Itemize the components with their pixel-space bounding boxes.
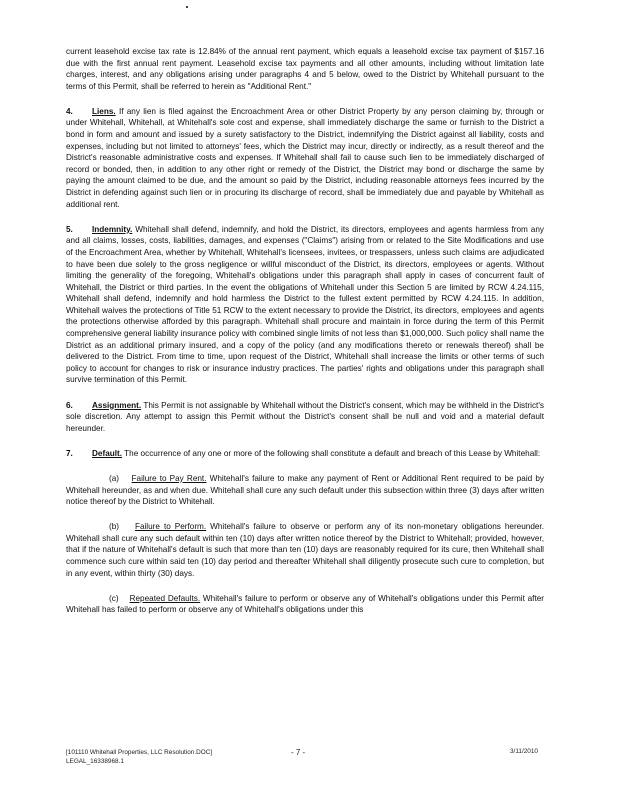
footer-filename: [101110 Whitehall Properties, LLC Resolution.DOC] xyxy=(66,749,213,756)
rent-paragraph: current leasehold excise tax rate is 12.84% of the annual rent payment, which equals a leasehold excise tax payment of $157.16 due with the first annual rent payment. Leasehold excise tax payments and all other amounts, including without limitation late charges, interest, and any obligations arising under paragraphs 4 and 5 below, owed to the District by Whitehall pursuant to the terms of this Permit, shall be referred to herein as "Additional Rent." xyxy=(66,47,544,91)
section-6-assignment xyxy=(66,400,544,435)
subsection-title: Repeated Defaults. xyxy=(129,593,201,603)
section-text: This Permit is not assignable by Whitehall without the District's consent, which may be withheld in the District's sole discretion. Any attempt to assign this Permit without the District's consent shall be null and void and a material default hereunder. xyxy=(66,400,544,433)
subsection-title: Failure to Perform. xyxy=(134,522,207,532)
section-text: If any lien is filed against the Encroachment Area or other District Property by any person claiming by, through or under Whitehall, Whitehall, at Whitehall's sole cost and expense, shall immediately discharge the same or furnish to the District a bond in form and amount and issued by a surety satisfactory to the District, indemnifying the District against all liability, costs and expenses, including but not limited to attorneys' fees, which the District may incur, directly or indirectly, as a result thereof and the District's reasonable administrative costs and expenses. If Whitehall shall fail to cause such lien to be immediately discharged of record or bonded, then, in addition to any other right or remedy of the District, the District may bond or discharge the same by paying the amount claimed to be due, and the amount so paid by the District, including reasonable attorneys fees incurred by the District in defending against such lien or in procuring its discharge of record, shall be immediately due and payable by Whitehall as additional rent. xyxy=(66,106,544,209)
subsection-label: (c) xyxy=(109,593,119,603)
section-title: Indemnity. xyxy=(92,224,133,234)
subsection-text: Whitehall's failure to perform or observe any of Whitehall's obligations under this Permit after Whitehall has failed to perform or observe any of Whitehall's obligations under this xyxy=(66,593,545,615)
footer-date: 3/11/2010 xyxy=(510,748,538,755)
page-number: - 7 - xyxy=(291,748,306,757)
scan-mark xyxy=(186,6,188,8)
subsection-label: (b) xyxy=(109,522,120,532)
section-4-liens xyxy=(66,106,544,210)
footer-document-id xyxy=(66,748,212,766)
section-number: 6. xyxy=(66,400,73,410)
section-text: Whitehall shall defend, indemnify, and hold the District, its directors, employees and agents harmless from any and all claims, losses, costs, liabilities, damages, and expenses ("Claims") arising from or related to the Site Modifications and use of the Encroachment Area, whether by Whitehall, Whitehall's licensees, invitees, or trespassers, unless such claims are adjudicated to have been due solely to the gross negligence or willful misconduct of the District, its directors, employees or agents. Without limiting the generality of the foregoing, Whitehall's obligations under this paragraph shall apply in cases of concurrent fault of Whitehall, the District or third parties. In the event the obligations of Whitehall under this Section 5 are limited by RCW 4.24.115, Whitehall shall defend, indemnify and hold harmless the District to the fullest extent permitted by RCW 4.24.115. In addition, Whitehall waives the protections of Title 51 RCW to the extent necessary to provide the District, its directors, employees and agents the protections otherwise afforded by this paragraph. Whitehall shall procure and maintain in force during the term of this Permit comprehensive general liability insurance policy with combined single limits of not less than $1,000,000. Such policy shall name the District as an additional primary insured, and a copy of the policy (and any modifications thereto or renewals thereof) shall be delivered to the District. From time to time, upon request of the District, Whitehall shall increase the limits or other terms of such policy to account for changes to risk or insurance industry practices. The parties' rights and obligations under this paragraph shall survive termination of this Permit. xyxy=(66,224,545,385)
document-body xyxy=(66,46,544,629)
section-title: Default. xyxy=(92,448,123,458)
section-number: 5. xyxy=(66,224,73,234)
section-number: 4. xyxy=(66,106,73,116)
subsection-text: Whitehall's failure to observe or perform any of its non-monetary obligations hereunder. Whitehall shall cure any such default within ten (10) days after written notice thereof by the District to Whitehall; provided, however, that if the nature of Whitehall's default is such that more than ten (10) days are reasonably required for its cure, then Whitehall shall commence such cure within said ten (10) day period and thereafter Whitehall shall diligently prosecute such cure to completion, but in any event, within thirty (30) days. xyxy=(66,522,544,578)
section-number: 7. xyxy=(66,448,73,458)
section-title: Assignment. xyxy=(92,400,142,410)
subsection-title: Failure to Pay Rent. xyxy=(131,473,207,483)
subsection-7b xyxy=(66,521,544,579)
subsection-7a xyxy=(66,473,544,508)
subsection-label: (a) xyxy=(109,473,120,483)
section-7-default xyxy=(66,448,544,460)
footer-legal-number: LEGAL_16338968.1 xyxy=(66,758,124,765)
subsection-7c xyxy=(66,593,544,616)
section-text: The occurrence of any one or more of the following shall constitute a default and breach of this Lease by Whitehall: xyxy=(124,448,541,458)
section-5-indemnity xyxy=(66,224,544,386)
section-title: Liens. xyxy=(92,106,116,116)
subsection-text: Whitehall's failure to make any payment of Rent or Additional Rent required to be paid by Whitehall hereunder, as and when due. Whitehall shall cure any such default under this subsection within three (3) days after written notice thereof by the District to Whitehall. xyxy=(66,473,544,507)
